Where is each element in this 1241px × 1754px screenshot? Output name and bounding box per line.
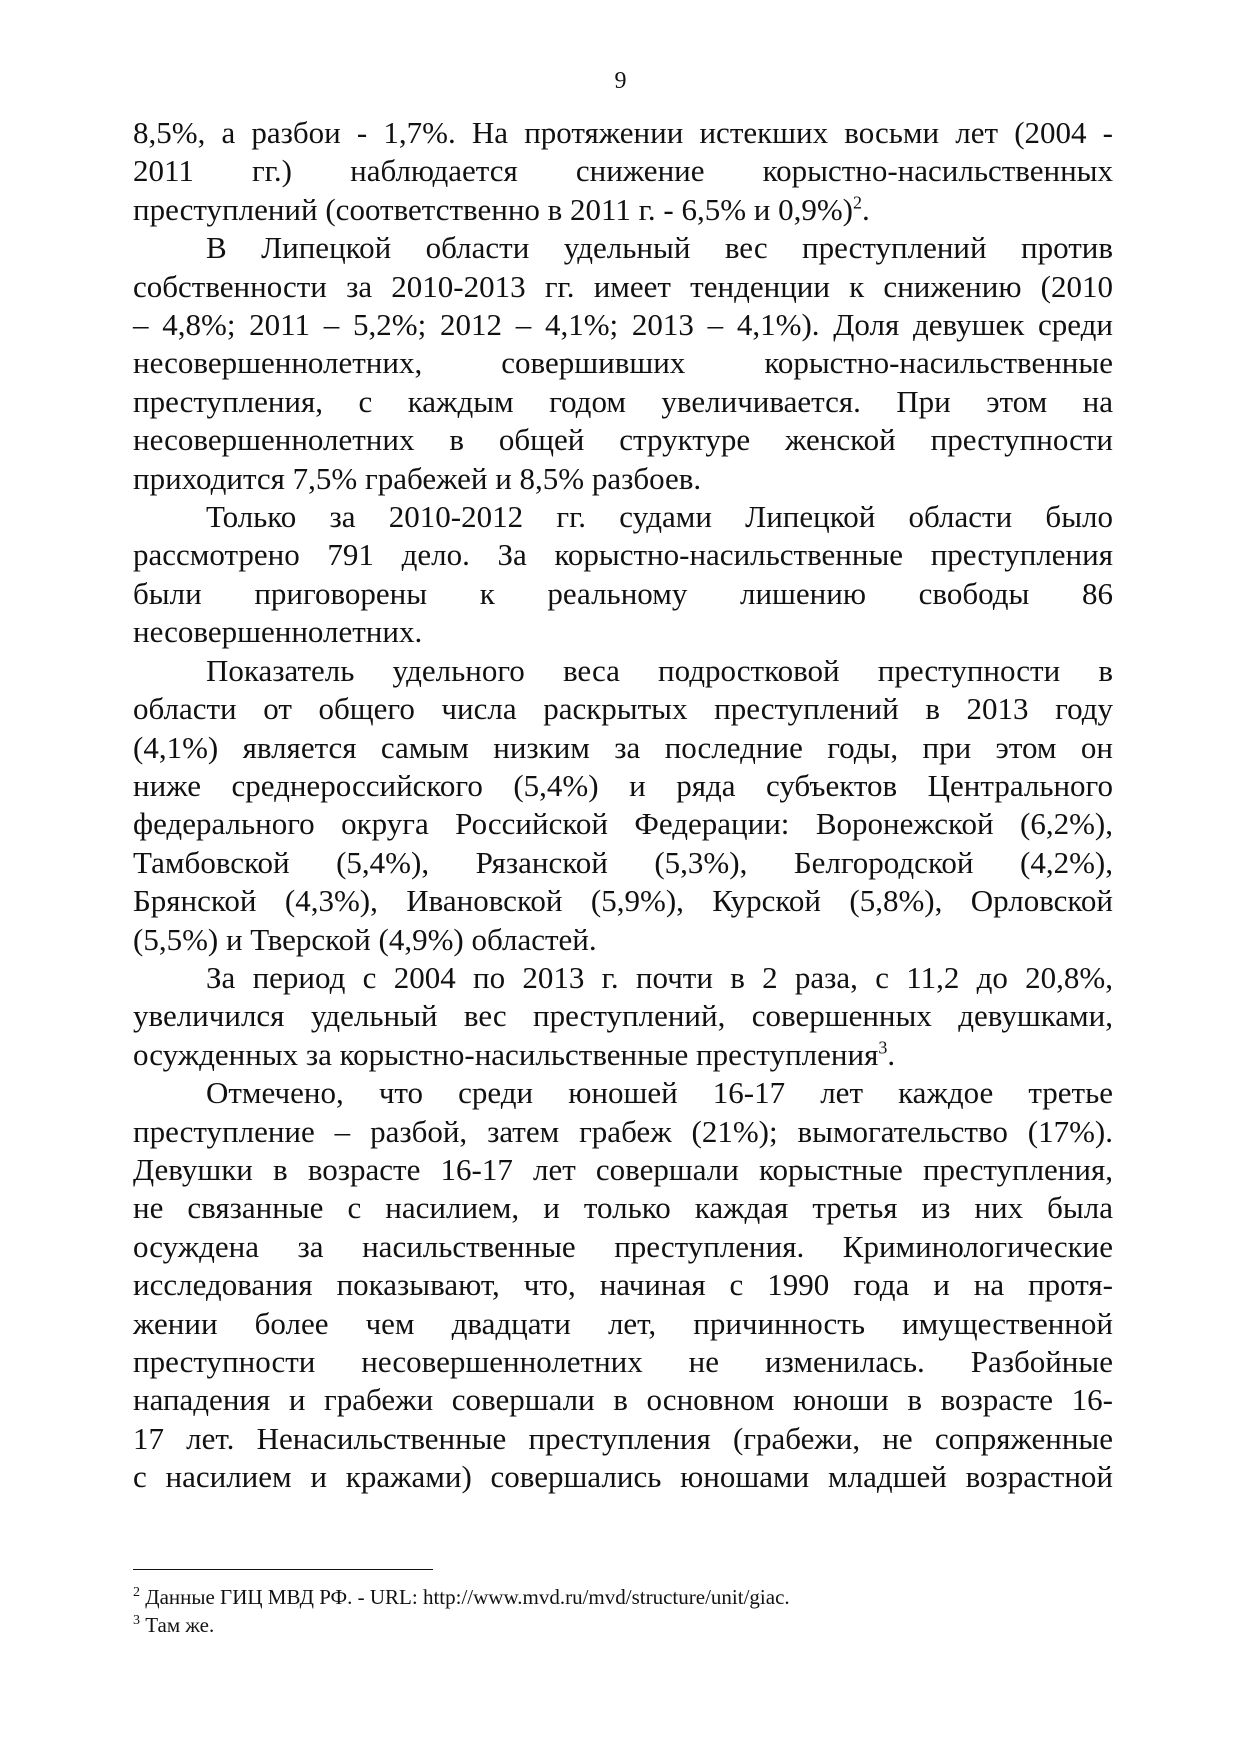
footnote-2-mark: 2 (133, 1585, 140, 1600)
paragraph-6-line-5: осуждена за насильственные преступления. Криминологические (133, 1228, 1113, 1264)
paragraph-4-line-1: Показатель удельного веса подростковой преступности в (206, 652, 1113, 688)
paragraph-4-line-3: (4,1%) является самым низким за последние годы, при этом он (133, 729, 1113, 765)
paragraph-3-line-2: рассмотрено 791 дело. За корыстно-насильственные преступления (133, 537, 1113, 573)
footnote-ref-2[interactable]: 2 (853, 192, 863, 213)
paragraph-6-line-2: преступление – разбой, затем грабеж (21%); вымогательство (17%). (133, 1113, 1113, 1149)
paragraph-1-line-3 (133, 191, 1113, 229)
paragraph-1-end: . (862, 191, 870, 227)
paragraph-5-end: . (887, 1036, 896, 1072)
paragraph-2-line-1: В Липецкой области удельный вес преступлений против (206, 230, 1113, 266)
footnotes (133, 1583, 1113, 1639)
paragraph-2-line-2: собственности за 2010-2013 гг. имеет тенденции к снижению (2010 (133, 268, 1113, 304)
footnote-ref-3[interactable]: 3 (878, 1037, 888, 1058)
paragraph-1-line-1: 8,5%, а разбои - 1,7%. На протяжении истекших восьми лет (2004 - (133, 115, 1113, 150)
paragraph-5-line-3-text: осужденных за корыстно-насильственные преступления (133, 1036, 879, 1072)
body-text (133, 114, 1113, 1497)
paragraph-6-line-8: преступности несовершеннолетних не изменилась. Разбойные (133, 1344, 1113, 1379)
paragraph-6-line-6: исследования показывают, что, начиная с 1990 года и на протя- (133, 1267, 1113, 1303)
paragraph-6-line-4: не связанные с насилием, и только каждая третья из них была (133, 1190, 1113, 1226)
footnote-divider (133, 1569, 433, 1570)
paragraph-4-line-7: Брянской (4,3%), Ивановской (5,9%), Курской (5,8%), Орловской (133, 883, 1113, 919)
footnote-3-mark: 3 (133, 1613, 140, 1628)
paragraph-2-line-3: – 4,8%; 2011 – 5,2%; 2012 – 4,1%; 2013 – 4,1%). Доля девушек среди (133, 307, 1113, 343)
footnote-2-text: Данные ГИЦ МВД РФ. - URL: http://www.mvd.ru/mvd/structure/unit/giac. (140, 1585, 790, 1609)
footnote-3-text: Там же. (140, 1613, 215, 1637)
paragraph-3-line-3: были приговорены к реальному лишению свободы 86 (133, 575, 1113, 611)
paragraph-2-line-4: несовершеннолетних, совершивших корыстно-насильственные (133, 345, 1113, 381)
paragraph-4-line-8: (5,5%) и Тверской (4,9%) областей. (133, 921, 597, 957)
paragraph-6-line-10: 17 лет. Ненасильственные преступления (грабежи, не сопряженные (133, 1420, 1113, 1456)
paragraph-5-line-1: За период с 2004 по 2013 г. почти в 2 раза, с 11,2 до 20,8%, (206, 959, 1113, 995)
paragraph-6-line-7: жении более чем двадцати лет, причинность имущественной (133, 1305, 1113, 1341)
paragraph-6-line-1: Отмечено, что среди юношей 16-17 лет каждое третье (206, 1075, 1113, 1111)
paragraph-4-line-6: Тамбовской (5,4%), Рязанской (5,3%), Белгородской (4,2%), (133, 844, 1113, 880)
paragraph-4-line-5: федерального округа Российской Федерации: Воронежской (6,2%), (133, 806, 1113, 842)
paragraph-4-line-4: ниже среднероссийского (5,4%) и ряда субъектов Центрального (133, 767, 1113, 803)
paragraph-5-line-3 (133, 1036, 1113, 1074)
paragraph-1-line-3-text: преступлений (соответственно в 2011 г. - 6,5% и 0,9%) (133, 191, 854, 227)
paragraph-6-line-9: нападения и грабежи совершали в основном юноши в возрасте 16- (133, 1382, 1113, 1418)
paragraph-4-line-2: области от общего числа раскрытых преступлений в 2013 году (133, 691, 1113, 727)
footnote-3 (133, 1611, 1113, 1639)
paragraph-2-line-7: приходится 7,5% грабежей и 8,5% разбоев. (133, 460, 702, 496)
paragraph-3-line-4: несовершеннолетних. (133, 614, 423, 650)
paragraph-6-line-3: Девушки в возрасте 16-17 лет совершали корыстные преступления, (133, 1151, 1113, 1187)
page-number: 9 (614, 68, 627, 94)
paragraph-6-line-11: с насилием и кражами) совершались юношами младшей возрастной (133, 1459, 1113, 1495)
paragraph-2-line-5: преступления, с каждым годом увеличивается. При этом на (133, 383, 1113, 419)
paragraph-5-line-2: увеличился удельный вес преступлений, совершенных девушками, (133, 998, 1113, 1034)
paragraph-2-line-6: несовершеннолетних в общей структуре женской преступности (133, 422, 1113, 458)
paragraph-1-line-2: 2011 гг.) наблюдается снижение корыстно-насильственных (133, 153, 1113, 189)
footnote-2 (133, 1583, 1113, 1611)
paragraph-3-line-1: Только за 2010-2012 гг. судами Липецкой области было (206, 499, 1113, 535)
